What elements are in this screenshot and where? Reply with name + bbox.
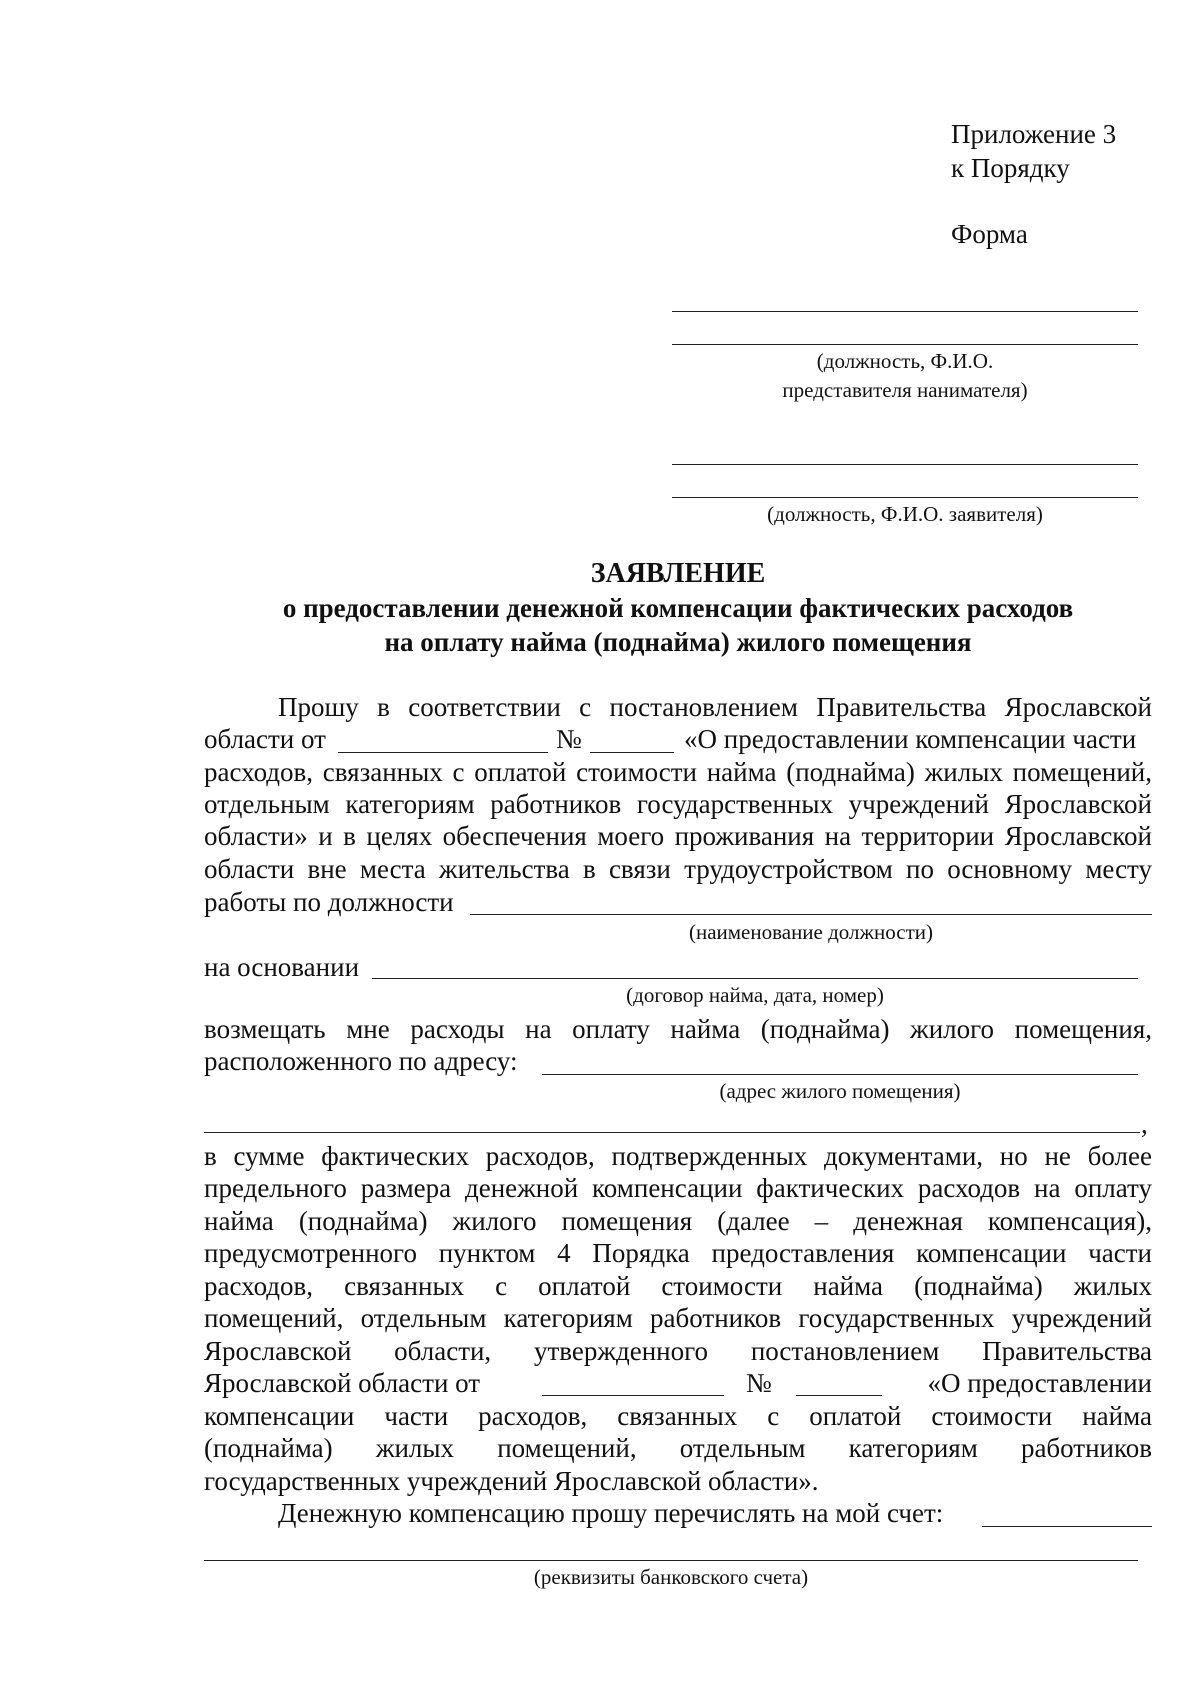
body-line-13: предельного размера денежной компенсации фактических расходов на оплату bbox=[204, 1173, 1152, 1203]
body-line-20: компенсации части расходов, связанных с оплатой стоимости найма bbox=[204, 1401, 1152, 1431]
document-subtitle-2: на оплату найма (поднайма) жилого помещения bbox=[384, 627, 972, 657]
contract-caption: (договор найма, дата, номер) bbox=[626, 983, 884, 1007]
resolution-date-field[interactable] bbox=[338, 752, 548, 753]
position-caption: (наименование должности) bbox=[688, 920, 934, 944]
body-line-17: помещений, отдельным категориям работников государственных учреждений bbox=[204, 1303, 1152, 1333]
representative-caption: (должность, Ф.И.О. bbox=[816, 349, 994, 373]
body-line-7: работы по должности bbox=[204, 887, 454, 917]
body-line-3: расходов, связанных с оплатой стоимости найма (поднайма) жилых помещений, bbox=[204, 757, 1152, 787]
resolution-number-field[interactable] bbox=[590, 752, 674, 753]
document-title: ЗАЯВЛЕНИЕ bbox=[590, 558, 766, 589]
body-line-2a: области от bbox=[204, 724, 326, 754]
resolution-date-field-2[interactable] bbox=[542, 1395, 724, 1396]
body-line-10: расположенного по адресу: bbox=[204, 1046, 518, 1076]
address-field[interactable] bbox=[542, 1074, 1138, 1075]
body-line-16: расходов, связанных с оплатой стоимости найма (поднайма) жилых bbox=[204, 1271, 1152, 1301]
body-line-1: Прошу в соответствии с постановлением Правительства Ярославской bbox=[278, 692, 1152, 722]
body-line-19a: Ярославской области от bbox=[204, 1368, 481, 1398]
applicant-line-1[interactable] bbox=[672, 464, 1138, 465]
body-line-22: государственных учреждений Ярославской области». bbox=[204, 1466, 819, 1496]
body-line-14: найма (поднайма) жилого помещения (далее – денежная компенсация), bbox=[204, 1206, 1152, 1236]
position-field[interactable] bbox=[470, 914, 1152, 915]
body-line-4: отдельным категориям работников государственных учреждений Ярославской bbox=[204, 789, 1152, 819]
representative-caption-2: представителя нанимателя) bbox=[782, 378, 1028, 402]
appendix-label: Приложение 3 bbox=[951, 119, 1117, 149]
document-subtitle-1: о предоставлении денежной компенсации фактических расходов bbox=[282, 593, 1074, 623]
bank-account-field[interactable] bbox=[982, 1526, 1152, 1527]
body-line-6: области вне места жительства в связи трудоустройством по основному месту bbox=[204, 854, 1152, 884]
body-line-18: Ярославской области, утвержденного постановлением Правительства bbox=[204, 1336, 1152, 1366]
form-label: Форма bbox=[951, 219, 1028, 249]
applicant-caption: (должность, Ф.И.О. заявителя) bbox=[767, 502, 1043, 526]
body-line-19b: № bbox=[746, 1368, 772, 1398]
contract-field[interactable] bbox=[372, 978, 1138, 979]
body-line-5: области» и в целях обеспечения моего проживания на территории Ярославской bbox=[204, 821, 1152, 851]
address-comma: , bbox=[1141, 1109, 1148, 1139]
body-line-2b: № bbox=[556, 724, 582, 754]
resolution-number-field-2[interactable] bbox=[796, 1395, 882, 1396]
body-line-15: предусмотренного пунктом 4 Порядка предоставления компенсации части bbox=[204, 1238, 1152, 1268]
body-line-19c: «О предоставлении bbox=[927, 1368, 1152, 1398]
address-field-continued[interactable] bbox=[204, 1132, 1140, 1133]
applicant-line-2[interactable] bbox=[672, 497, 1138, 498]
body-line-23: Денежную компенсацию прошу перечислять на мой счет: bbox=[278, 1498, 944, 1528]
representative-line-2[interactable] bbox=[672, 344, 1138, 345]
body-line-8: на основании bbox=[204, 952, 360, 982]
representative-line-1[interactable] bbox=[672, 311, 1138, 312]
bank-details-field[interactable] bbox=[204, 1560, 1138, 1561]
body-line-9: возмещать мне расходы на оплату найма (поднайма) жилого помещения, bbox=[204, 1014, 1152, 1044]
bank-caption: (реквизиты банковского счета) bbox=[533, 1565, 809, 1589]
order-label: к Порядку bbox=[951, 153, 1070, 183]
body-line-21: (поднайма) жилых помещений, отдельным категориям работников bbox=[204, 1433, 1152, 1463]
body-line-2c: «О предоставлении компенсации части bbox=[684, 724, 1137, 754]
body-line-12: в сумме фактических расходов, подтвержденных документами, но не более bbox=[204, 1141, 1152, 1171]
address-caption: (адрес жилого помещения) bbox=[719, 1079, 961, 1103]
